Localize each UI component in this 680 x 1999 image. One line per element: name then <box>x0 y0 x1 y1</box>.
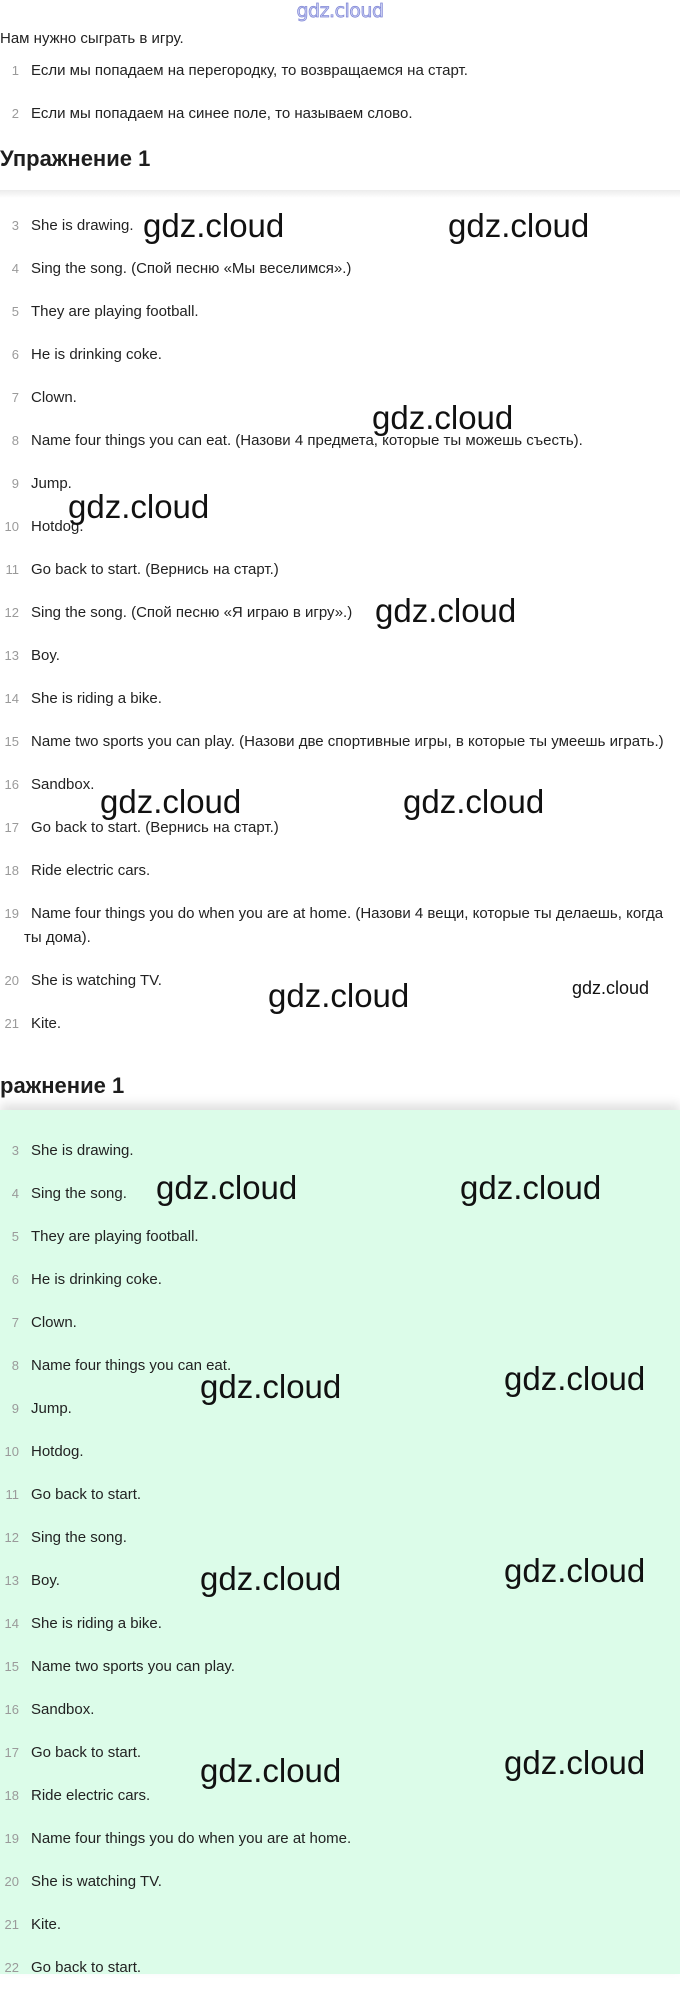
watermark: gdz.cloud <box>460 1169 602 1206</box>
list-item <box>0 59 680 83</box>
item-text: She is watching TV. <box>31 972 162 989</box>
item-text: Name four things you do when you are at home. (Назови 4 вещи, которые ты делаешь, когда ты дома). <box>24 905 664 946</box>
item-text: Name two sports you can play. (Назови две спортивные игры, в которые ты умеешь играть.) <box>31 733 664 750</box>
list-item <box>0 1268 680 1292</box>
list-item <box>0 558 680 582</box>
item-text: She is riding a bike. <box>31 1615 162 1632</box>
item-text: They are playing football. <box>31 1228 199 1245</box>
list-item <box>0 343 680 367</box>
item-text: Kite. <box>31 1916 62 1933</box>
item-number: 18 <box>4 863 19 878</box>
list-item <box>0 1870 680 1894</box>
watermark: gdz.cloud <box>100 783 242 820</box>
item-number: 12 <box>4 605 19 620</box>
answers-list <box>0 214 680 1036</box>
item-text: Sandbox. <box>31 776 95 793</box>
list-item <box>0 644 680 668</box>
list-item <box>0 730 680 754</box>
item-number: 21 <box>4 1917 19 1932</box>
watermark: gdz.cloud <box>200 1752 342 1789</box>
item-number: 1 <box>11 63 19 78</box>
item-text: Sandbox. <box>31 1701 95 1718</box>
intro <box>0 27 680 145</box>
item-text: Name four things you can eat. <box>31 1357 232 1374</box>
item-text: Sing the song. <box>31 1185 127 1202</box>
item-number: 19 <box>4 1831 19 1846</box>
list-item <box>0 902 680 950</box>
watermark: gdz.cloud <box>200 1560 342 1597</box>
item-number: 6 <box>11 1272 19 1287</box>
item-number: 13 <box>4 648 19 663</box>
item-text: She is watching TV. <box>31 1873 162 1890</box>
item-text: Если мы попадаем на перегородку, то возвращаемся на старт. <box>31 62 468 79</box>
list-item <box>0 1483 680 1507</box>
item-text: Go back to start. <box>31 1486 142 1503</box>
item-number: 10 <box>4 519 19 534</box>
site-logo[interactable]: gdz.cloud <box>296 0 384 22</box>
item-text: Go back to start. <box>31 1744 142 1761</box>
item-text: Jump. <box>31 475 72 492</box>
list-item <box>0 257 680 281</box>
list-item <box>0 386 680 410</box>
item-number: 16 <box>4 777 19 792</box>
item-text: Sing the song. (Спой песню «Я играю в игру».) <box>31 604 353 621</box>
item-number: 14 <box>4 1616 19 1631</box>
item-text: Boy. <box>31 1572 60 1589</box>
item-number: 3 <box>11 1143 19 1158</box>
item-number: 10 <box>4 1444 19 1459</box>
item-text: Если мы попадаем на синее поле, то называем слово. <box>31 105 413 122</box>
item-number: 15 <box>4 1659 19 1674</box>
item-number: 11 <box>5 1487 19 1502</box>
watermark: gdz.cloud <box>504 1552 646 1589</box>
item-text: She is drawing. <box>31 1142 134 1159</box>
item-text: Kite. <box>31 1015 62 1032</box>
item-number: 7 <box>11 390 19 405</box>
watermark: gdz.cloud <box>68 488 210 525</box>
item-number: 7 <box>11 1315 19 1330</box>
item-number: 15 <box>4 734 19 749</box>
list-item <box>0 1956 680 1980</box>
rules-list <box>0 59 680 126</box>
item-number: 11 <box>5 562 19 577</box>
item-text: Jump. <box>31 1400 72 1417</box>
item-number: 18 <box>4 1788 19 1803</box>
watermark: gdz.cloud <box>375 592 517 629</box>
item-text: Boy. <box>31 647 60 664</box>
watermark: gdz.cloud <box>156 1169 298 1206</box>
item-number: 4 <box>11 261 19 276</box>
item-number: 17 <box>4 1745 19 1760</box>
item-text: He is drinking coke. <box>31 346 162 363</box>
watermark: gdz.cloud <box>143 207 285 244</box>
list-item <box>0 1655 680 1679</box>
item-text: Hotdog. <box>31 518 84 535</box>
item-number: 3 <box>11 218 19 233</box>
item-number: 20 <box>4 973 19 988</box>
item-text: Sing the song. (Спой песню «Мы веселимся».) <box>31 260 352 277</box>
item-text: Name two sports you can play. <box>31 1658 235 1675</box>
watermark: gdz.cloud <box>572 978 650 998</box>
list-item <box>0 859 680 883</box>
item-text: Go back to start. <box>31 1959 142 1976</box>
section-title-cropped: ражнение 1 <box>0 1073 125 1098</box>
item-number: 8 <box>11 433 19 448</box>
item-number: 22 <box>4 1960 19 1975</box>
intro-text: Нам нужно сыграть в игру. <box>0 30 184 47</box>
list-item <box>0 1913 680 1937</box>
item-number: 16 <box>4 1702 19 1717</box>
item-text: Name four things you do when you are at home. <box>31 1830 352 1847</box>
watermark: gdz.cloud <box>200 1368 342 1405</box>
item-text: Clown. <box>31 1314 77 1331</box>
item-number: 2 <box>11 106 19 121</box>
item-number: 9 <box>11 476 19 491</box>
item-text: She is drawing. <box>31 217 134 234</box>
list-item <box>0 601 680 625</box>
item-number: 8 <box>11 1358 19 1373</box>
item-number: 12 <box>4 1530 19 1545</box>
watermark: gdz.cloud <box>504 1360 646 1397</box>
item-number: 5 <box>11 1229 19 1244</box>
item-text: Sing the song. <box>31 1529 127 1546</box>
item-text: Ride electric cars. <box>31 1787 151 1804</box>
watermark: gdz.cloud <box>403 783 545 820</box>
item-number: 19 <box>4 906 19 921</box>
watermark: gdz.cloud <box>448 207 590 244</box>
list-item <box>0 102 680 126</box>
item-number: 9 <box>11 1401 19 1416</box>
item-number: 14 <box>4 691 19 706</box>
list-item <box>0 1440 680 1464</box>
item-text: Hotdog. <box>31 1443 84 1460</box>
item-number: 4 <box>11 1186 19 1201</box>
item-text: Go back to start. (Вернись на старт.) <box>31 561 279 578</box>
divider <box>0 190 680 198</box>
item-text: Clown. <box>31 389 77 406</box>
item-text: He is drinking coke. <box>31 1271 162 1288</box>
list-item <box>0 1012 680 1036</box>
watermark: gdz.cloud <box>372 399 514 436</box>
watermark: gdz.cloud <box>268 977 410 1014</box>
watermark: gdz.cloud <box>504 1744 646 1781</box>
list-item <box>0 300 680 324</box>
item-number: 20 <box>4 1874 19 1889</box>
item-number: 13 <box>4 1573 19 1588</box>
list-item <box>0 429 680 453</box>
item-text: Name four things you can eat. (Назови 4 предмета, которые ты можешь съесть). <box>31 432 583 449</box>
item-text: Go back to start. (Вернись на старт.) <box>31 819 279 836</box>
list-item <box>0 1311 680 1335</box>
list-item <box>0 1225 680 1249</box>
exercise-list-translated <box>0 214 680 1055</box>
item-text: They are playing football. <box>31 303 199 320</box>
item-number: 17 <box>4 820 19 835</box>
list-item <box>0 687 680 711</box>
item-text: Ride electric cars. <box>31 862 151 879</box>
item-number: 6 <box>11 347 19 362</box>
list-item <box>0 1526 680 1550</box>
list-item <box>0 1827 680 1851</box>
item-number: 5 <box>11 304 19 319</box>
item-number: 21 <box>4 1016 19 1031</box>
item-text: She is riding a bike. <box>31 690 162 707</box>
section-title: Упражнение 1 <box>0 146 151 171</box>
list-item <box>0 1612 680 1636</box>
list-item <box>0 1698 680 1722</box>
list-item <box>0 1139 680 1163</box>
